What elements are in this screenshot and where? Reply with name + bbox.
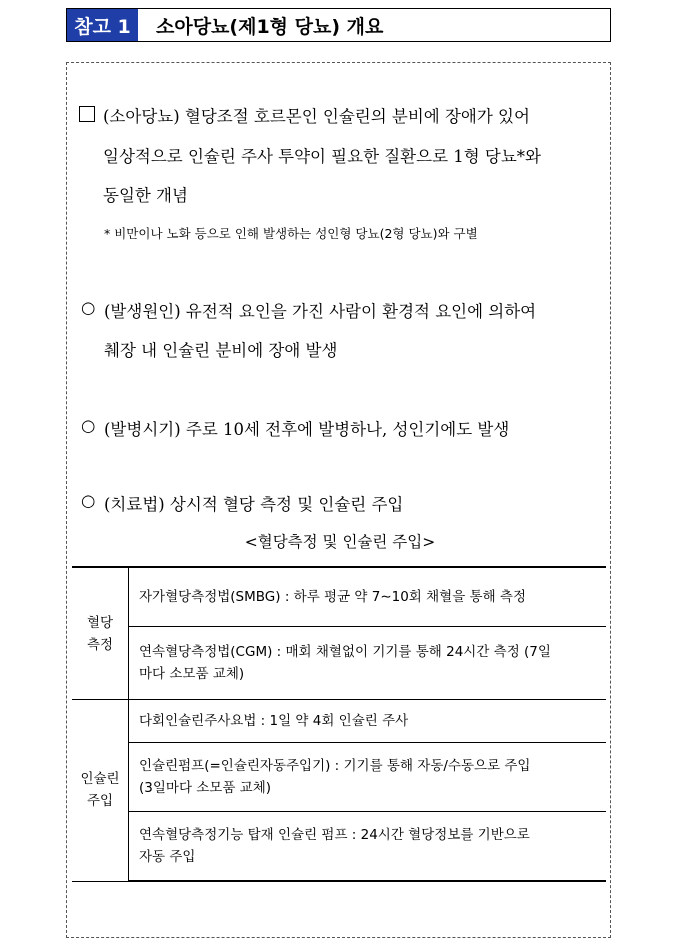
treatment-table bbox=[72, 566, 606, 882]
circle-bullet-icon: ○ bbox=[81, 298, 96, 317]
section-title: 소아당뇨(제1형 당뇨) 개요 bbox=[156, 15, 384, 38]
circle-bullet-icon: ○ bbox=[81, 416, 96, 435]
definition-line: 동일한 개념 bbox=[103, 186, 188, 205]
table-row bbox=[72, 627, 606, 700]
bullet-line: (치료법) 상시적 혈당 측정 및 인슐린 주입 bbox=[104, 495, 404, 514]
definition-line: 일상적으로 인슐린 주사 투약이 필요한 질환으로 1형 당뇨*와 bbox=[103, 147, 541, 166]
bullet-line: (발생원인) 유전적 요인을 가진 사람이 환경적 요인에 의하여 bbox=[104, 302, 537, 321]
table-row bbox=[72, 743, 606, 812]
circle-bullet-icon: ○ bbox=[81, 491, 96, 510]
description-line: 자동 주입 bbox=[139, 849, 196, 865]
bullet-line: (발병시기) 주로 10세 전후에 발병하나, 성인기에도 발생 bbox=[104, 420, 510, 439]
description-cell bbox=[129, 812, 607, 882]
description-line: 자가혈당측정법(SMBG) : 하루 평균 약 7∼10회 채혈을 통해 측정 bbox=[139, 589, 527, 605]
category-cell bbox=[72, 567, 129, 700]
description-cell bbox=[129, 567, 607, 627]
table-row bbox=[72, 700, 606, 743]
definition-line: (소아당뇨) 혈당조절 호르몬인 인슐린의 분비에 장애가 있어 bbox=[103, 107, 530, 126]
description-cell bbox=[129, 700, 607, 743]
table-row bbox=[72, 812, 606, 882]
bullet-line: 췌장 내 인슐린 분비에 장애 발생 bbox=[104, 341, 338, 360]
definition-note: * 비만이나 노화 등으로 인해 발생하는 성인형 당뇨(2형 당뇨)와 구별 bbox=[104, 226, 478, 241]
category-label: 인슐린 bbox=[80, 771, 120, 788]
description-line: 다회인슐린주사요법 : 1일 약 4회 인슐린 주사 bbox=[139, 713, 409, 729]
table-row bbox=[72, 567, 606, 627]
description-line: 연속혈당측정기능 탑재 인슐린 펌프 : 24시간 혈당정보를 기반으로 bbox=[139, 827, 530, 843]
description-line: (3일마다 소모품 교체) bbox=[139, 780, 272, 796]
description-line: 인슐린펌프(=인슐린자동주입기) : 기기를 통해 자동/수동으로 주입 bbox=[139, 758, 531, 774]
category-label: 혈당 bbox=[86, 614, 114, 631]
checkbox-marker-icon bbox=[79, 106, 95, 122]
category-cell bbox=[72, 700, 129, 882]
category-label: 주입 bbox=[86, 793, 114, 810]
category-label: 측정 bbox=[86, 636, 114, 653]
description-line: 연속혈당측정법(CGM) : 매회 채혈없이 기기를 통해 24시간 측정 (7일 bbox=[139, 644, 551, 660]
section-header bbox=[66, 8, 611, 42]
table-caption: <혈당측정 및 인슐린 주입> bbox=[244, 533, 436, 551]
description-line: 마다 소모품 교체) bbox=[139, 666, 245, 682]
reference-tag: 참고 1 bbox=[67, 9, 138, 41]
description-cell bbox=[129, 743, 607, 812]
description-cell bbox=[129, 627, 607, 700]
